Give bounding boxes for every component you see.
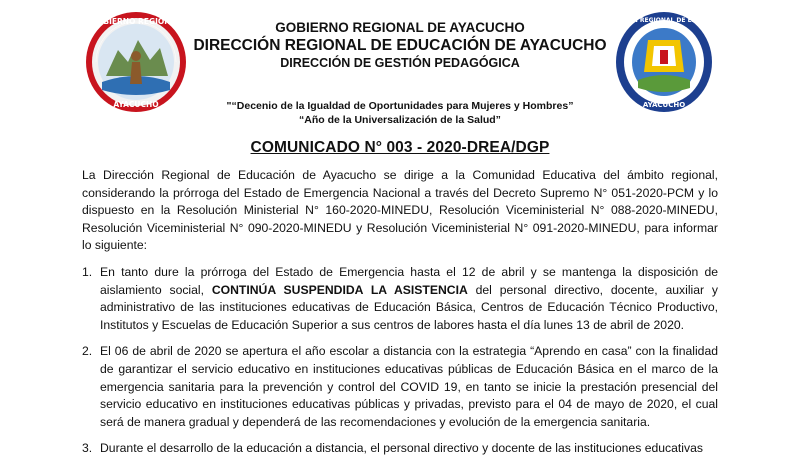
list-item-text: Durante el desarrollo de la educación a distancia, el personal directivo y docente de las instituciones educativas: [100, 441, 703, 456]
communique-body: [82, 167, 718, 467]
government-name: GOBIERNO REGIONAL DE AYACUCHO: [275, 20, 525, 35]
svg-text:AYACUCHO: AYACUCHO: [113, 100, 159, 109]
list-item: [82, 440, 718, 458]
list-item-number: 2.: [82, 344, 93, 359]
numbered-list: [82, 264, 718, 458]
direction-name: DIRECCIÓN REGIONAL DE EDUCACIÓN DE AYACUCHO: [193, 37, 607, 54]
list-item: [82, 264, 718, 334]
list-item-number: 1.: [82, 264, 93, 279]
motto-decade: "“Decenio de la Igualdad de Oportunidades para Mujeres y Hombres”: [226, 100, 574, 112]
svg-text:DIRECCIÓN REGIONAL DE EDUCACIÓ: DIRECCIÓN REGIONAL DE EDUCACIÓN: [600, 17, 728, 24]
motto-year: “Año de la Universalización de la Salud”: [299, 114, 501, 126]
official-mottos: [190, 99, 610, 127]
svg-text:AYACUCHO: AYACUCHO: [642, 101, 686, 109]
document-header: [190, 19, 610, 71]
gobierno-regional-logo: [84, 10, 188, 114]
dre-ayacucho-logo: [600, 10, 728, 114]
list-item-text: El 06 de abril de 2020 se apertura el año escolar a distancia con la estrategia “Aprendo en casa” con la finalidad de garantizar el servicio educativo en instituciones educativas públicas de Educación Básica en el marco de la emergencia sanitaria para la prevención y control del COVID 19, en tanto se inicie la prestación presencial del servicio educativo en instituciones educativas públicas y privadas, previsto para el 04 de mayo de 2020, el cual será de manera gradual y dependerá de las recomendaciones y evolución de la emergencia sanitaria.: [100, 344, 718, 429]
sub-direction-name: DIRECCIÓN DE GESTIÓN PEDAGÓGICA: [280, 56, 520, 70]
svg-text:GOBIERNO REGIONAL: GOBIERNO REGIONAL: [90, 17, 182, 26]
list-item: [82, 343, 718, 431]
intro-paragraph: La Dirección Regional de Educación de Ayacucho se dirige a la Comunidad Educativa del ámbito regional, considerando la prórroga del Estado de Emergencia Nacional a través del Decreto Supremo N° 051-2020-PCM y lo dispuesto en la Resolución Ministerial N° 160-2020-MINEDU, Resolución Viceministerial N° 088-2020-MINEDU, Resolución Viceministerial N° 090-2020-MINEDU y Resolución Viceministerial N° 091-2020-MINEDU, para informar lo siguiente:: [82, 168, 718, 253]
communique-title: COMUNICADO N° 003 - 2020-DREA/DGP: [250, 139, 550, 156]
list-item-number: 3.: [82, 441, 93, 456]
emphasis-text: CONTINÚA SUSPENDIDA LA ASISTENCIA: [211, 282, 468, 297]
list-item-text: En tanto dure la prórroga del Estado de Emergencia hasta el 12 de abril y se mantenga la disposición de aislamiento social, CONTINÚA SUSPENDIDA LA ASISTENCIA del personal directivo, docente, auxiliar y administrativo de las instituciones educativas de Educación Básica, Centros de Educación Técnico Productivo, Institutos y Escuelas de Educación Superior a sus centros de labores hasta el día lunes 13 de abril de 2020.: [100, 264, 718, 332]
